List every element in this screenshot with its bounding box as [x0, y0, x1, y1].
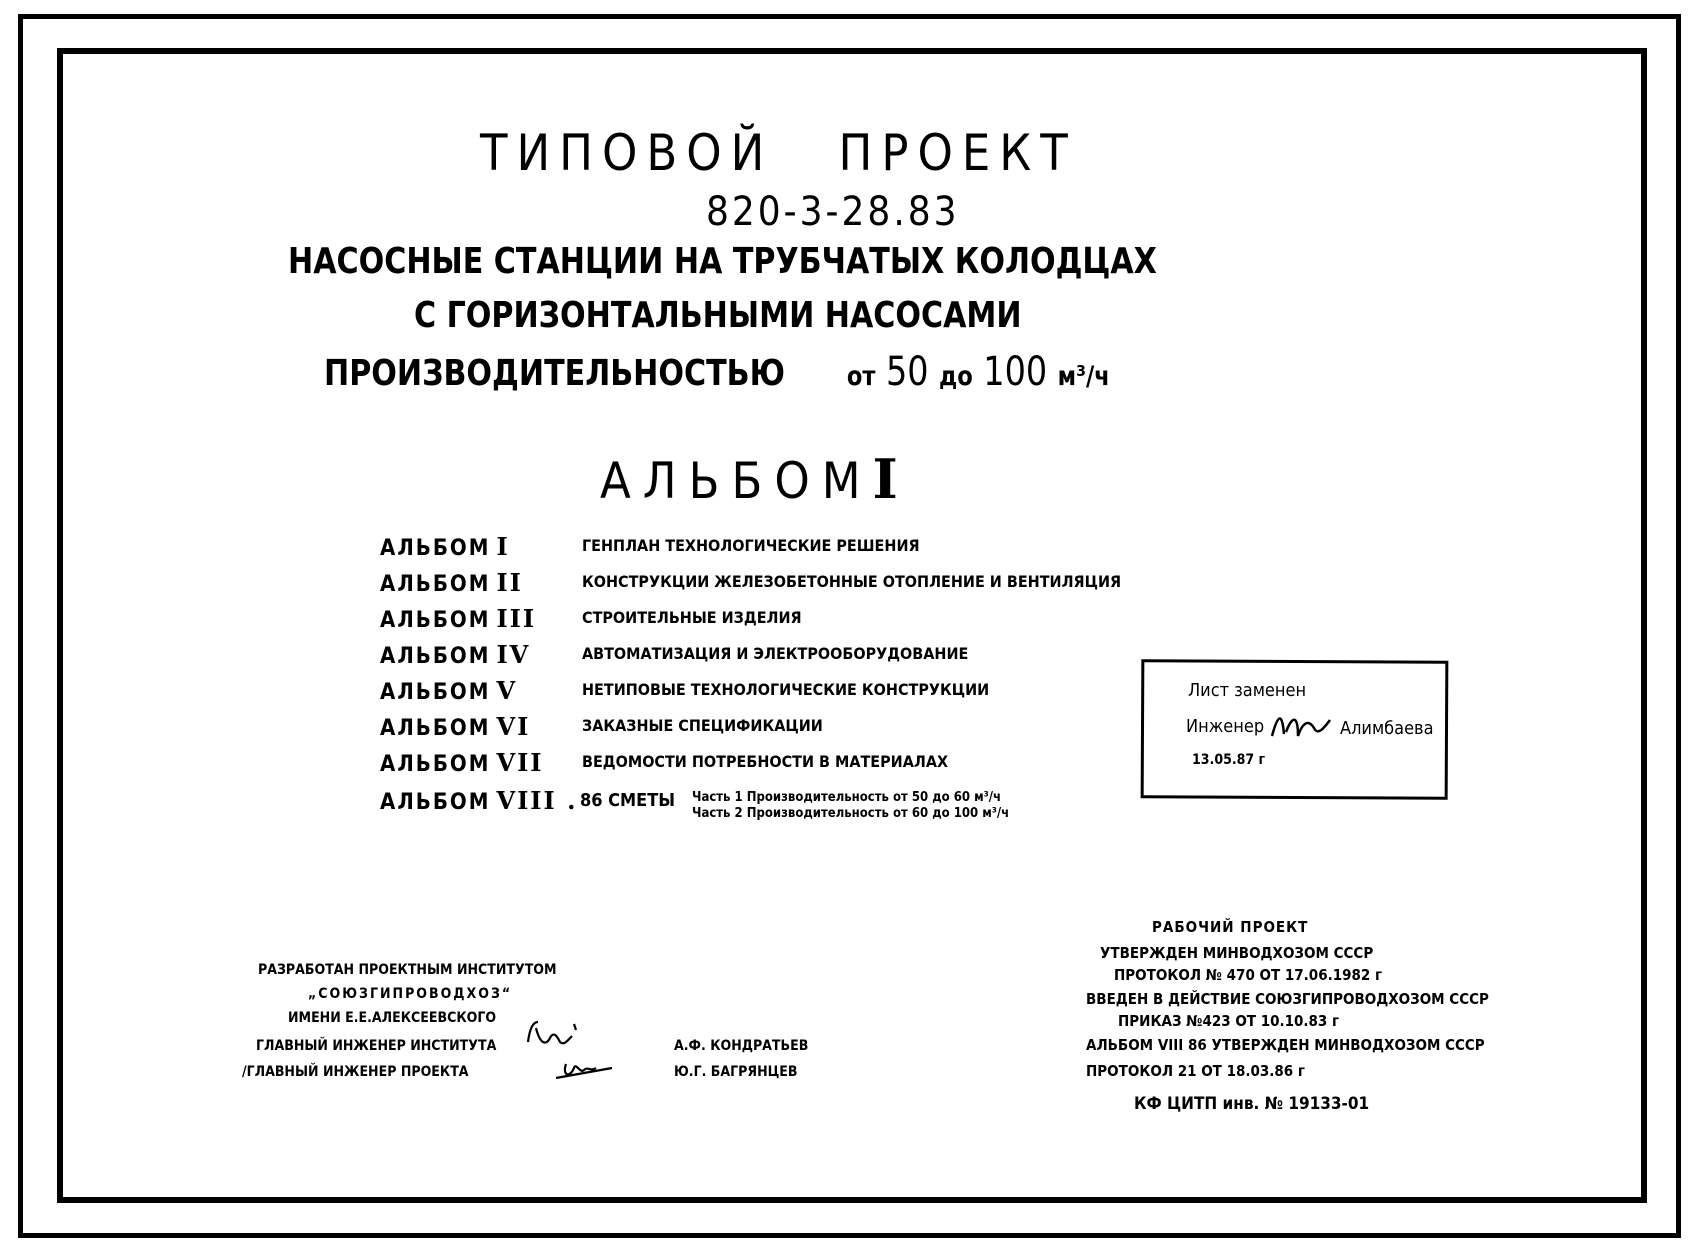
chief-project-name: Ю.Г. БАГРЯНЦЕВ: [674, 1064, 798, 1080]
album-list-item-label: [380, 568, 523, 597]
album-list-item-description: ВЕДОМОСТИ ПОТРЕБНОСТИ В МАТЕРИАЛАХ: [582, 752, 949, 771]
album-list-item-description: АВТОМАТИЗАЦИЯ И ЭЛЕКТРООБОРУДОВАНИЕ: [582, 644, 969, 663]
approval-line-5: ПРИКАЗ №423 ОТ 10.10.83 г: [1118, 1012, 1340, 1030]
album-numeral: VII: [496, 748, 544, 777]
album-list-item-description: 86 СМЕТЫ: [580, 790, 676, 811]
album-word: АЛЬБОМ: [380, 790, 491, 815]
album-list-item-description: ГЕНПЛАН ТЕХНОЛОГИЧЕСКИЕ РЕШЕНИЯ: [582, 536, 920, 555]
approval-line-1: РАБОЧИЙ ПРОЕКТ: [1152, 918, 1309, 936]
album-list-item-label: [380, 604, 536, 633]
replacement-line-1: Лист заменен: [1188, 680, 1307, 701]
album-8-part-1: Часть 1 Производительность от 50 до 60 м³/ч: [692, 790, 1002, 805]
album-list-item-description: СТРОИТЕЛЬНЫЕ ИЗДЕЛИЯ: [582, 608, 802, 627]
album-numeral: VI: [496, 712, 531, 741]
chief-signatures: [516, 1016, 616, 1088]
replacement-role: Инженер: [1186, 716, 1265, 737]
album-heading-label: АЛЬБОМ: [600, 452, 873, 510]
album-numeral: I: [496, 532, 510, 561]
album-list-item-description: ЗАКАЗНЫЕ СПЕЦИФИКАЦИИ: [582, 716, 823, 735]
album-list-item-label: [380, 748, 544, 777]
album-word: АЛЬБОМ: [380, 536, 491, 561]
album-word: АЛЬБОМ: [380, 608, 491, 633]
album-list-item-label: [380, 712, 530, 741]
capacity-from: от: [846, 361, 876, 392]
album-word: АЛЬБОМ: [380, 752, 491, 777]
engineer-signature: [1268, 706, 1338, 746]
developer-institute: „СОЮЗГИПРОВОДХОЗ“: [308, 986, 513, 1002]
album-numeral: III: [496, 604, 537, 633]
album-list-item-label: [380, 786, 577, 815]
capacity-to: до: [939, 361, 973, 392]
subtitle-line-3: [324, 349, 1110, 395]
album-8-parts: [692, 790, 1009, 823]
document-title: ТИПОВОЙ ПРОЕКТ: [480, 124, 1077, 182]
album-list-item-label: [380, 640, 530, 669]
chief-institute-role: ГЛАВНЫЙ ИНЖЕНЕР ИНСТИТУТА: [256, 1038, 497, 1054]
album-numeral: II: [496, 568, 523, 597]
album-list-item-description: НЕТИПОВЫЕ ТЕХНОЛОГИЧЕСКИЕ КОНСТРУКЦИИ: [582, 680, 990, 699]
approval-line-7: ПРОТОКОЛ 21 ОТ 18.03.86 г: [1086, 1062, 1305, 1080]
approval-line-6: АЛЬБОМ VIII 86 УТВЕРЖДЕН МИНВОДХОЗОМ СССР: [1086, 1036, 1485, 1054]
developer-named-after: ИМЕНИ Е.Е.АЛЕКСЕЕВСКОГО: [288, 1010, 497, 1026]
approval-line-2: УТВЕРЖДЕН МИНВОДХОЗОМ СССР: [1100, 944, 1374, 962]
album-numeral: VIII .: [496, 786, 578, 815]
capacity-unit: м³/ч: [1057, 361, 1110, 392]
album-list-item-label: [380, 676, 517, 705]
album-list-item-description: КОНСТРУКЦИИ ЖЕЛЕЗОБЕТОННЫЕ ОТОПЛЕНИЕ И ВЕНТИЛЯЦИЯ: [582, 572, 1122, 591]
chief-project-role: /ГЛАВНЫЙ ИНЖЕНЕР ПРОЕКТА: [242, 1064, 469, 1080]
developer-line-1: РАЗРАБОТАН ПРОЕКТНЫМ ИНСТИТУТОМ: [258, 962, 557, 978]
subtitle-line-1: НАСОСНЫЕ СТАНЦИИ НА ТРУБЧАТЫХ КОЛОДЦАХ: [288, 241, 1157, 282]
album-numeral: IV: [496, 640, 531, 669]
album-heading-number: I: [872, 447, 898, 511]
album-word: АЛЬБОМ: [380, 716, 491, 741]
approval-line-3: ПРОТОКОЛ № 470 ОТ 17.06.1982 г: [1114, 966, 1383, 984]
album-numeral: V: [496, 676, 518, 705]
chief-institute-name: А.Ф. КОНДРАТЬЕВ: [674, 1038, 809, 1054]
album-word: АЛЬБОМ: [380, 680, 491, 705]
album-word: АЛЬБОМ: [380, 572, 491, 597]
album-8-part-2: Часть 2 Производительность от 60 до 100 м³/ч: [692, 806, 1010, 822]
capacity-word: ПРОИЗВОДИТЕЛЬНОСТЬЮ: [324, 353, 785, 394]
capacity-to-value: 100: [983, 349, 1048, 395]
approval-line-4: ВВЕДЕН В ДЕЙСТВИЕ СОЮЗГИПРОВОДХОЗОМ СССР: [1086, 990, 1489, 1008]
album-heading: [600, 447, 898, 511]
subtitle-line-2: С ГОРИЗОНТАЛЬНЫМИ НАСОСАМИ: [414, 295, 1022, 336]
approval-line-8: КФ ЦИТП инв. № 19133-01: [1134, 1094, 1370, 1114]
replacement-name: Алимбаева: [1340, 718, 1434, 739]
capacity-from-value: 50: [885, 349, 929, 395]
project-number: 820-3-28.83: [706, 189, 960, 235]
album-word: АЛЬБОМ: [380, 644, 491, 669]
replacement-date: 13.05.87 г: [1192, 752, 1266, 768]
album-list-item-label: [380, 532, 510, 561]
